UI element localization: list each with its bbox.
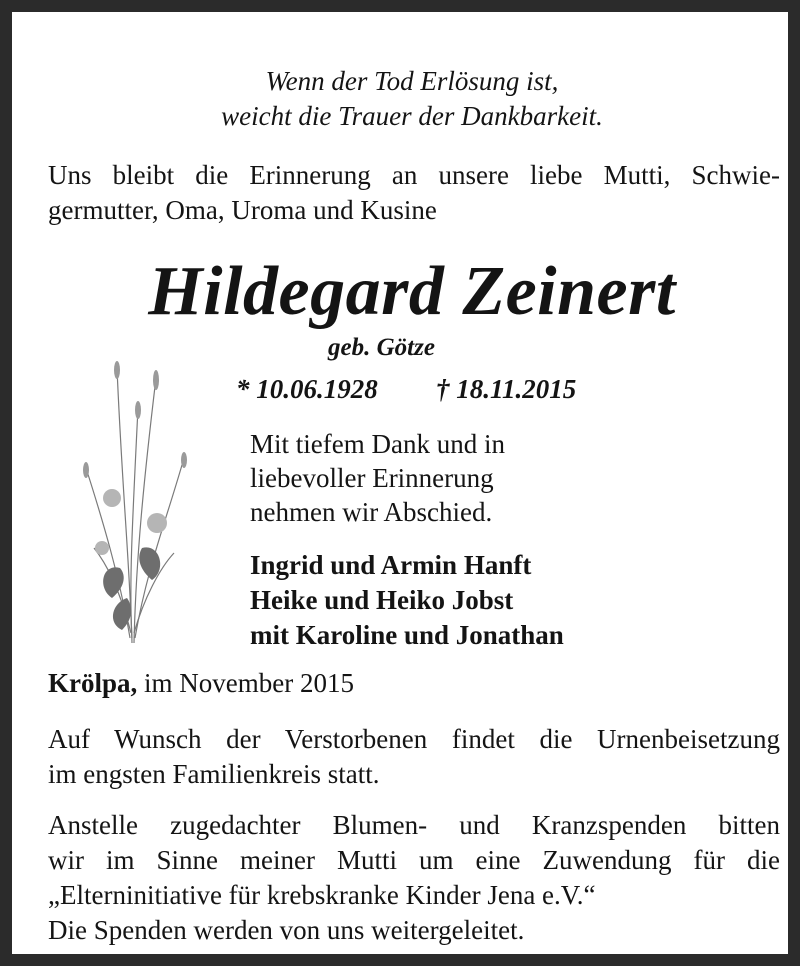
date: im November 2015 [144,668,354,698]
donation-line-2: wir im Sinne meiner Mutti um eine Zuwendung für die [48,845,780,875]
maiden-name: geb. Götze [328,334,435,361]
donation-note [48,808,780,948]
mourner-line-1: Ingrid und Armin Hanft [250,550,532,580]
burial-line-2: im engsten Familienkreis statt. [48,759,380,789]
grass-flower-bouquet-icon [72,348,192,648]
mourner-line-2: Heike und Heiko Jobst [250,585,514,615]
donation-line-3: „Elterninitiative für krebskranke Kinder Jena e.V.“ [48,880,596,910]
burial-note [48,722,780,792]
place-and-date [48,668,354,699]
burial-line-1: Auf Wunsch der Verstorbenen findet die Urnenbeisetzung [48,724,780,754]
intro-line-2: germutter, Oma, Uroma und Kusine [48,195,437,225]
mourner-line-3: mit Karoline und Jonathan [250,620,564,650]
death-date: † 18.11.2015 [436,374,577,404]
donation-line-4: Die Spenden werden von uns weitergeleitet. [48,915,525,945]
birth-date: * 10.06.1928 [236,374,378,404]
thanks-line-3: nehmen wir Abschied. [250,497,493,527]
motto-line-1: Wenn der Tod Erlösung ist, [265,66,559,96]
thanks-line-1: Mit tiefem Dank und in [250,429,505,459]
place: Krölpa, [48,668,138,698]
thanks-line-2: liebevoller Erinnerung [250,463,494,493]
deceased-name: Hildegard Zeinert [148,253,676,330]
intro-text [48,158,780,228]
intro-line-1: Uns bleibt die Erinnerung an unsere liebe Mutti, Schwie- [48,160,780,190]
motto-line-2: weicht die Trauer der Dankbarkeit. [221,101,603,131]
donation-line-1: Anstelle zugedachter Blumen- und Kranzspenden bitten [48,810,780,840]
